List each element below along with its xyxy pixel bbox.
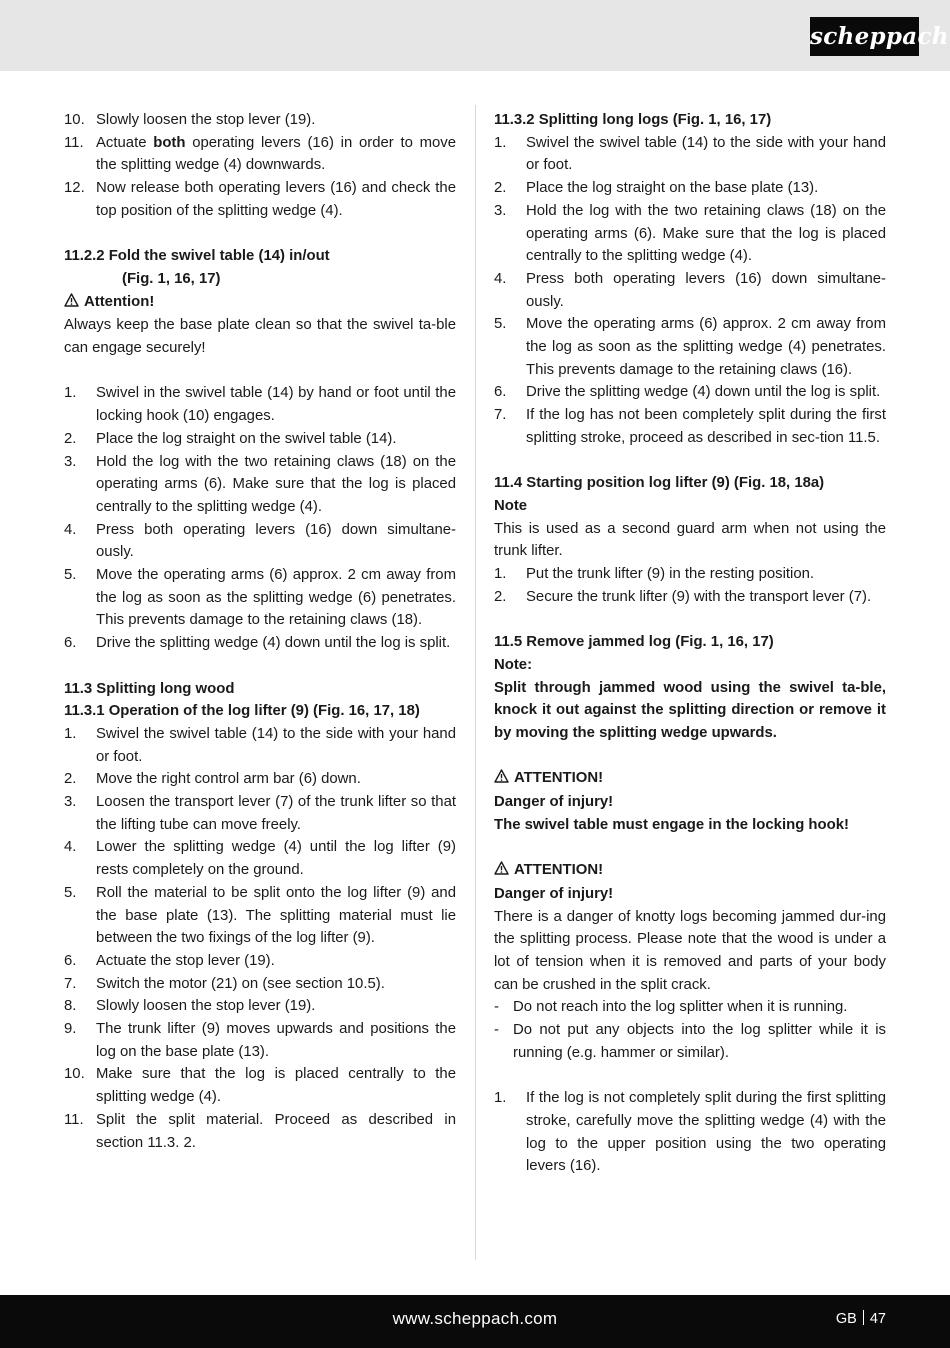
bold-paragraph: Split through jammed wood using the swivel ta-ble, knock it out against the splitting direction or remove it by moving the splitting wedge upwards. (494, 679, 886, 741)
list-number: 2. (64, 430, 77, 447)
paragraph: There is a danger of knotty logs becoming jammed dur-ing the splitting process. Please note that the wood is under a lot of tension when it is removed and parts of your body can be crushed in the split crack. (494, 908, 886, 993)
section-heading: 11.3.1 Operation of the log lifter (9) (Fig. 16, 17, 18) (64, 703, 420, 720)
page-header (0, 0, 950, 71)
list-item (494, 200, 886, 268)
list-number: 3. (494, 202, 507, 219)
warning-triangle-icon (494, 768, 510, 791)
list-number: 5. (64, 567, 77, 584)
list-text: Switch the motor (21) on (see section 10.5). (96, 975, 385, 992)
warning-heading (64, 291, 456, 315)
language-code: GB (835, 1311, 857, 1327)
section-heading: 11.3 Splitting long wood (64, 680, 235, 697)
spacer (494, 836, 886, 859)
list-text: If the log has not been completely split during the first splitting stroke, proceed as described in sec-tion 11.5. (526, 407, 886, 446)
list-text: Swivel the swivel table (14) to the side with your hand or foot. (526, 134, 886, 174)
list-item (64, 1109, 456, 1154)
warning-label: ATTENTION! (514, 862, 604, 879)
page-separator (863, 1310, 864, 1325)
list-text: Split the split material. Proceed as described in section 11.3. 2. (96, 1111, 456, 1151)
list-item (494, 381, 886, 404)
section-heading: Note (494, 497, 528, 514)
list-item (64, 451, 456, 519)
website-url: www.scheppach.com (392, 1309, 558, 1328)
list-item (494, 177, 886, 200)
list-number: 6. (64, 635, 77, 652)
list-number: 2. (494, 180, 507, 197)
spacer (494, 450, 886, 473)
list-item (64, 132, 456, 177)
spacer (494, 745, 886, 768)
list-item (64, 950, 456, 973)
spacer (494, 608, 886, 631)
scheppach-logo: scheppach (810, 17, 919, 56)
list-text: Place the log straight on the base plate (13). (526, 180, 819, 197)
emphasis: both (153, 134, 186, 151)
list-text: Slowly loosen the stop lever (19). (96, 112, 316, 128)
list-item (64, 177, 456, 222)
spacer (494, 1064, 886, 1087)
list-number: 9. (64, 1021, 77, 1038)
list-text: Now release both operating levers (16) and check the top position of the splitting wedge (4). (96, 180, 456, 219)
list-item (64, 791, 456, 836)
list-number: 1. (494, 1090, 507, 1107)
list-number: 1. (64, 385, 77, 402)
paragraph: Always keep the base plate clean so that the swivel ta-ble can engage securely! (64, 317, 456, 357)
dash-marker: - (494, 999, 499, 1016)
list-number: 10. (64, 112, 85, 128)
list-text: Slowly loosen the stop lever (19). (96, 998, 316, 1015)
list-number: 10. (64, 1066, 85, 1083)
list-number: 6. (494, 384, 507, 401)
list-item (64, 109, 456, 132)
warning-triangle-icon (494, 860, 510, 883)
list-text: Press both operating levers (16) down simultane-ously. (526, 270, 886, 310)
section-heading: 11.5 Remove jammed log (Fig. 1, 16, 17) (494, 634, 774, 651)
warning-heading (494, 859, 886, 883)
list-text: Swivel the swivel table (14) to the side with your hand or foot. (96, 725, 456, 765)
list-item (64, 382, 456, 427)
section-heading: 11.3.2 Splitting long logs (Fig. 1, 16, 17) (494, 112, 772, 128)
list-text: Press both operating levers (16) down simultane-ously. (96, 521, 456, 561)
list-number: 7. (64, 975, 77, 992)
section-heading: 11.2.2 Fold the swivel table (14) in/out (64, 248, 330, 265)
list-number: 11. (64, 134, 84, 151)
warning-label: ATTENTION! (514, 770, 604, 787)
list-number: 3. (64, 453, 77, 470)
warning-label: Attention! (84, 293, 155, 310)
list-item (494, 1087, 886, 1178)
page-footer (0, 1295, 950, 1348)
list-text: Loosen the transport lever (7) of the trunk lifter so that the lifting tube can move freely. (96, 794, 456, 833)
list-item (494, 268, 886, 313)
bullet-text: Do not reach into the log splitter when it is running. (513, 999, 848, 1016)
list-item (64, 836, 456, 881)
list-text: Move the operating arms (6) approx. 2 cm away from the log as soon as the splitting wedge (6) penetrates. This prevents damage to the retaining claws (18). (96, 567, 456, 629)
list-item (64, 1063, 456, 1108)
list-number: 7. (494, 407, 507, 424)
list-text: If the log is not completely split during the first splitting stroke, carefully move the splitting wedge (4) with the log to the upper position using the two operating levers (16). (526, 1090, 886, 1175)
page-number (836, 1310, 886, 1327)
list-number: 12. (64, 180, 85, 197)
left-column (64, 109, 456, 1154)
list-text: Move the right control arm bar (6) down. (96, 771, 361, 788)
list-item (64, 995, 456, 1018)
paragraph: This is used as a second guard arm when not using the trunk lifter. (494, 520, 886, 560)
list-text: Actuate the stop lever (19). (96, 952, 275, 969)
bullet-item (494, 996, 886, 1019)
list-item (494, 132, 886, 177)
section-heading: 11.4 Starting position log lifter (9) (Fig. 18, 18a) (494, 475, 825, 492)
bullet-item (494, 1019, 886, 1064)
list-item (494, 404, 886, 449)
list-number: 4. (64, 839, 77, 856)
list-number: 2. (64, 771, 77, 788)
spacer (64, 655, 456, 678)
list-item (64, 973, 456, 996)
section-heading: The swivel table must engage in the locking hook! (494, 816, 849, 833)
list-number: 1. (64, 725, 77, 742)
list-number: 8. (64, 998, 77, 1015)
list-text: Drive the splitting wedge (4) down until the log is split. (526, 384, 881, 401)
list-item (494, 563, 886, 586)
list-item (64, 564, 456, 632)
list-text: Drive the splitting wedge (4) down until the log is split. (96, 635, 451, 652)
warning-triangle-icon (64, 292, 80, 315)
section-heading: Note: (494, 656, 533, 673)
list-text: Make sure that the log is placed centrally to the splitting wedge (4). (96, 1066, 456, 1106)
list-item (64, 519, 456, 564)
list-item (64, 723, 456, 768)
list-item (64, 1018, 456, 1063)
list-item (64, 768, 456, 791)
dash-marker: - (494, 1022, 499, 1039)
list-text: The trunk lifter (9) moves upwards and positions the log on the base plate (13). (96, 1021, 456, 1060)
list-item (494, 313, 886, 381)
column-divider (475, 105, 476, 1260)
list-text: Actuate both operating levers (16) in order to move the splitting wedge (4) downwards. (96, 134, 456, 174)
list-text: Lower the splitting wedge (4) until the log lifter (9) rests completely on the ground. (96, 839, 456, 879)
list-number: 11. (64, 1111, 84, 1128)
list-item (64, 882, 456, 950)
list-item (64, 632, 456, 655)
list-text: Hold the log with the two retaining claws (18) on the operating arms (6). Make sure that the log is placed centrally to the splitting wedge (4). (96, 453, 456, 515)
spacer (64, 223, 456, 246)
section-heading: Danger of injury! (494, 885, 614, 902)
list-text: Place the log straight on the swivel table (14). (96, 430, 397, 447)
right-column (494, 109, 886, 1178)
section-heading: Danger of injury! (494, 794, 614, 811)
page-number-value: 47 (869, 1311, 886, 1327)
list-text: Secure the trunk lifter (9) with the transport lever (7). (526, 588, 872, 605)
list-text: Put the trunk lifter (9) in the resting position. (526, 566, 815, 583)
list-text: Move the operating arms (6) approx. 2 cm away from the log as soon as the splitting wedge (4) penetrates. This prevents damage to the retaining claws (16). (526, 316, 886, 378)
warning-heading (494, 767, 886, 791)
list-number: 5. (64, 884, 77, 901)
list-number: 1. (494, 566, 507, 583)
list-text: Roll the material to be split onto the log lifter (9) and the base plate (13). The splitting material must lie between the two fixings of the log lifter (9). (96, 884, 456, 947)
list-number: 4. (64, 521, 77, 538)
list-number: 5. (494, 316, 507, 333)
list-item (64, 428, 456, 451)
list-number: 3. (64, 794, 77, 811)
list-number: 1. (494, 134, 507, 151)
list-text: Swivel in the swivel table (14) by hand or foot until the locking hook (10) engages. (96, 385, 456, 425)
list-item (494, 586, 886, 609)
list-number: 4. (494, 270, 507, 287)
list-number: 2. (494, 588, 507, 605)
bullet-text: Do not put any objects into the log splitter while it is running (e.g. hammer or similar). (513, 1022, 886, 1061)
list-number: 6. (64, 952, 77, 969)
list-text: Hold the log with the two retaining claws (18) on the operating arms (6). Make sure that the log is placed centrally to the splitting wedge (4). (526, 202, 886, 265)
section-heading-continuation: (Fig. 1, 16, 17) (122, 270, 221, 287)
spacer (64, 360, 456, 383)
